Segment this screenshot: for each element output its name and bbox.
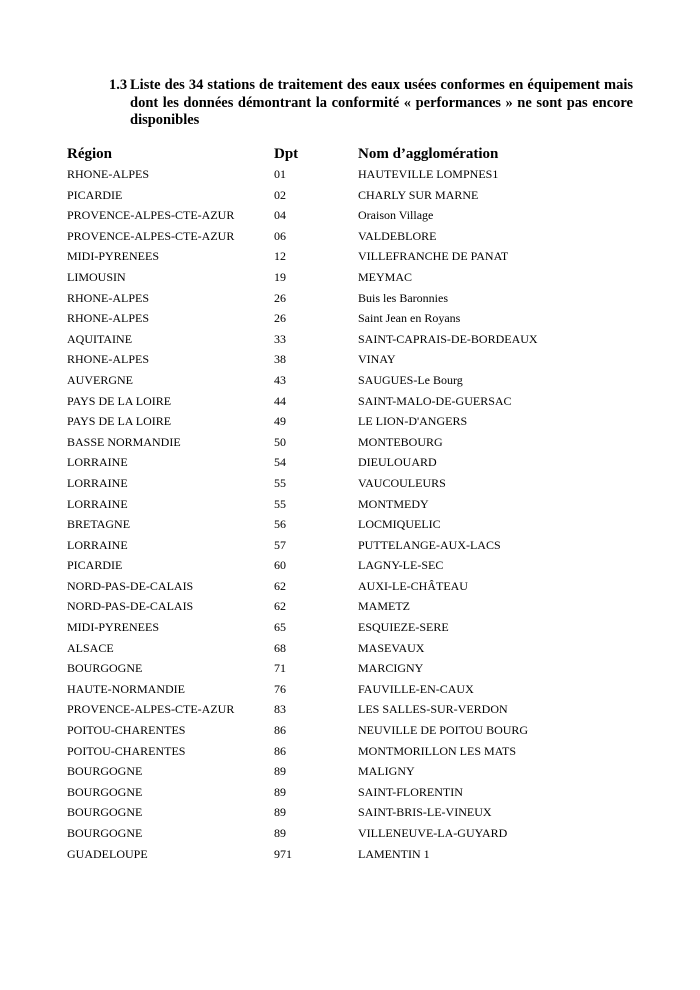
- cell-agglomeration: FAUVILLE-EN-CAUX: [358, 681, 474, 696]
- table-row: [67, 411, 667, 432]
- cell-region: PAYS DE LA LOIRE: [67, 414, 172, 429]
- cell-region: ALSACE: [67, 640, 114, 655]
- cell-agglomeration: Buis les Baronnies: [358, 290, 448, 305]
- table-row: [67, 720, 667, 741]
- table-row: [67, 473, 667, 494]
- cell-agglomeration: MAMETZ: [358, 599, 410, 614]
- cell-dpt: 43: [274, 372, 286, 387]
- column-header-region: Région: [67, 146, 112, 162]
- cell-agglomeration: LAMENTIN 1: [358, 846, 430, 861]
- table-row: [67, 555, 667, 576]
- table-row: [67, 658, 667, 679]
- table-row: [67, 596, 667, 617]
- cell-agglomeration: MALIGNY: [358, 764, 415, 779]
- cell-dpt: 57: [274, 537, 286, 552]
- cell-dpt: 89: [274, 826, 286, 840]
- cell-agglomeration: Saint Jean en Royans: [358, 311, 461, 326]
- cell-region: PAYS DE LA LOIRE: [67, 393, 172, 408]
- table-row: [67, 494, 667, 515]
- cell-region: GUADELOUPE: [67, 846, 148, 861]
- cell-dpt: 89: [274, 784, 286, 799]
- cell-region: BASSE NORMANDIE: [67, 434, 181, 449]
- cell-agglomeration: VAUCOULEURS: [358, 475, 446, 490]
- cell-region: MIDI-PYRENEES: [67, 620, 159, 635]
- cell-dpt: 04: [274, 208, 286, 223]
- cell-dpt: 89: [274, 805, 286, 820]
- cell-dpt: 50: [274, 434, 286, 449]
- cell-region: BRETAGNE: [67, 517, 131, 532]
- cell-region: NORD-PAS-DE-CALAIS: [67, 599, 194, 614]
- cell-agglomeration: MONTMORILLON LES MATS: [358, 743, 517, 758]
- table-row: [67, 226, 667, 247]
- cell-agglomeration: PUTTELANGE-AUX-LACS: [358, 537, 501, 552]
- table-row: [67, 329, 667, 350]
- cell-agglomeration: Oraison Village: [358, 208, 434, 223]
- cell-agglomeration: SAINT-BRIS-LE-VINEUX: [358, 805, 492, 820]
- cell-region: BOURGOGNE: [67, 661, 143, 676]
- cell-dpt: 19: [274, 269, 286, 284]
- cell-agglomeration: MONTMEDY: [358, 496, 429, 511]
- table-row: [67, 452, 667, 473]
- cell-agglomeration: SAUGUES-Le Bourg: [358, 372, 463, 387]
- cell-region: BOURGOGNE: [67, 764, 143, 779]
- table-row: [67, 370, 667, 391]
- section-title: Liste des 34 stations de traitement des eaux usées conformes en équipement mais dont les données démontrant la conformité « performances » ne sont pas encore disponibles: [130, 77, 633, 128]
- cell-agglomeration: VALDEBLORE: [358, 228, 437, 243]
- cell-dpt: 68: [274, 640, 286, 655]
- table-row: [67, 514, 667, 535]
- cell-region: AUVERGNE: [67, 372, 133, 387]
- table-row: [67, 288, 667, 309]
- table-header: [67, 144, 667, 164]
- table-row: [67, 308, 667, 329]
- cell-region: BOURGOGNE: [67, 826, 143, 840]
- cell-region: POITOU-CHARENTES: [67, 743, 186, 758]
- cell-dpt: 62: [274, 578, 286, 593]
- cell-agglomeration: LE LION-D'ANGERS: [358, 414, 468, 429]
- cell-agglomeration: MONTEBOURG: [358, 434, 443, 449]
- cell-dpt: 65: [274, 620, 286, 635]
- cell-agglomeration: VILLEFRANCHE DE PANAT: [358, 249, 509, 264]
- cell-region: RHONE-ALPES: [67, 311, 150, 326]
- cell-region: LORRAINE: [67, 537, 128, 552]
- cell-agglomeration: NEUVILLE DE POITOU BOURG: [358, 723, 529, 738]
- cell-dpt: 49: [274, 414, 286, 429]
- cell-dpt: 86: [274, 723, 286, 738]
- cell-region: PROVENCE-ALPES-CTE-AZUR: [67, 228, 235, 243]
- table-row: [67, 782, 667, 803]
- cell-dpt: 83: [274, 702, 286, 717]
- table-row: [67, 432, 667, 453]
- cell-dpt: 44: [274, 393, 286, 408]
- table-row: [67, 679, 667, 700]
- cell-dpt: 60: [274, 558, 286, 573]
- table-row: [67, 638, 667, 659]
- column-header-dpt: Dpt: [274, 146, 299, 162]
- table-row: [67, 761, 667, 782]
- cell-agglomeration: ESQUIEZE-SERE: [358, 620, 449, 635]
- cell-region: LORRAINE: [67, 475, 128, 490]
- cell-dpt: 89: [274, 764, 286, 779]
- cell-region: PROVENCE-ALPES-CTE-AZUR: [67, 208, 235, 223]
- table-row: [67, 802, 667, 823]
- section-heading: [109, 77, 633, 130]
- cell-region: MIDI-PYRENEES: [67, 249, 159, 264]
- cell-agglomeration: DIEULOUARD: [358, 455, 437, 470]
- cell-dpt: 12: [274, 249, 286, 264]
- cell-agglomeration: LOCMIQUELIC: [358, 517, 441, 532]
- cell-agglomeration: MARCIGNY: [358, 661, 424, 676]
- table-row: [67, 267, 667, 288]
- table-row: [67, 535, 667, 556]
- cell-region: PICARDIE: [67, 558, 123, 573]
- cell-dpt: 38: [274, 352, 286, 367]
- cell-dpt: 02: [274, 187, 286, 202]
- cell-agglomeration: VILLENEUVE-LA-GUYARD: [358, 826, 508, 840]
- cell-region: LORRAINE: [67, 455, 128, 470]
- table-row: [67, 617, 667, 638]
- cell-dpt: 56: [274, 517, 286, 532]
- cell-region: RHONE-ALPES: [67, 167, 150, 181]
- cell-agglomeration: MEYMAC: [358, 269, 413, 284]
- cell-region: RHONE-ALPES: [67, 352, 150, 367]
- cell-dpt: 26: [274, 311, 286, 326]
- cell-agglomeration: SAINT-MALO-DE-GUERSAC: [358, 393, 512, 408]
- cell-agglomeration: LES SALLES-SUR-VERDON: [358, 702, 508, 717]
- cell-dpt: 06: [274, 228, 286, 243]
- table-row: [67, 205, 667, 226]
- cell-dpt: 55: [274, 475, 286, 490]
- cell-region: LIMOUSIN: [67, 269, 126, 284]
- cell-dpt: 54: [274, 455, 286, 470]
- cell-region: RHONE-ALPES: [67, 290, 150, 305]
- table-row: [67, 349, 667, 370]
- stations-table: [67, 144, 667, 864]
- cell-dpt: 86: [274, 743, 286, 758]
- cell-dpt: 33: [274, 331, 286, 346]
- cell-dpt: 76: [274, 681, 286, 696]
- cell-dpt: 01: [274, 167, 286, 181]
- cell-region: PICARDIE: [67, 187, 123, 202]
- table-row: [67, 246, 667, 267]
- cell-agglomeration: AUXI-LE-CHÂTEAU: [358, 578, 468, 593]
- cell-dpt: 971: [274, 846, 292, 861]
- cell-agglomeration: MASEVAUX: [358, 640, 425, 655]
- cell-region: HAUTE-NORMANDIE: [67, 681, 185, 696]
- cell-agglomeration: HAUTEVILLE LOMPNES1: [358, 167, 499, 181]
- cell-region: BOURGOGNE: [67, 784, 143, 799]
- cell-dpt: 55: [274, 496, 286, 511]
- table-row: [67, 741, 667, 762]
- table-row: [67, 185, 667, 206]
- cell-region: POITOU-CHARENTES: [67, 723, 186, 738]
- table-row: [67, 823, 667, 844]
- table-row: [67, 576, 667, 597]
- cell-dpt: 26: [274, 290, 286, 305]
- section-number: 1.3: [109, 77, 128, 93]
- cell-region: AQUITAINE: [67, 331, 133, 346]
- cell-agglomeration: VINAY: [358, 352, 396, 367]
- cell-agglomeration: SAINT-FLORENTIN: [358, 784, 463, 799]
- table-row: [67, 164, 667, 185]
- cell-agglomeration: SAINT-CAPRAIS-DE-BORDEAUX: [358, 331, 538, 346]
- cell-agglomeration: CHARLY SUR MARNE: [358, 187, 479, 202]
- cell-region: PROVENCE-ALPES-CTE-AZUR: [67, 702, 235, 717]
- cell-region: NORD-PAS-DE-CALAIS: [67, 578, 194, 593]
- cell-dpt: 71: [274, 661, 286, 676]
- table-row: [67, 391, 667, 412]
- cell-dpt: 62: [274, 599, 286, 614]
- column-header-agglomeration: Nom d’agglomération: [358, 146, 499, 162]
- cell-region: LORRAINE: [67, 496, 128, 511]
- table-row: [67, 699, 667, 720]
- table-body: [67, 164, 667, 864]
- cell-agglomeration: LAGNY-LE-SEC: [358, 558, 444, 573]
- cell-region: BOURGOGNE: [67, 805, 143, 820]
- table-row: [67, 844, 667, 865]
